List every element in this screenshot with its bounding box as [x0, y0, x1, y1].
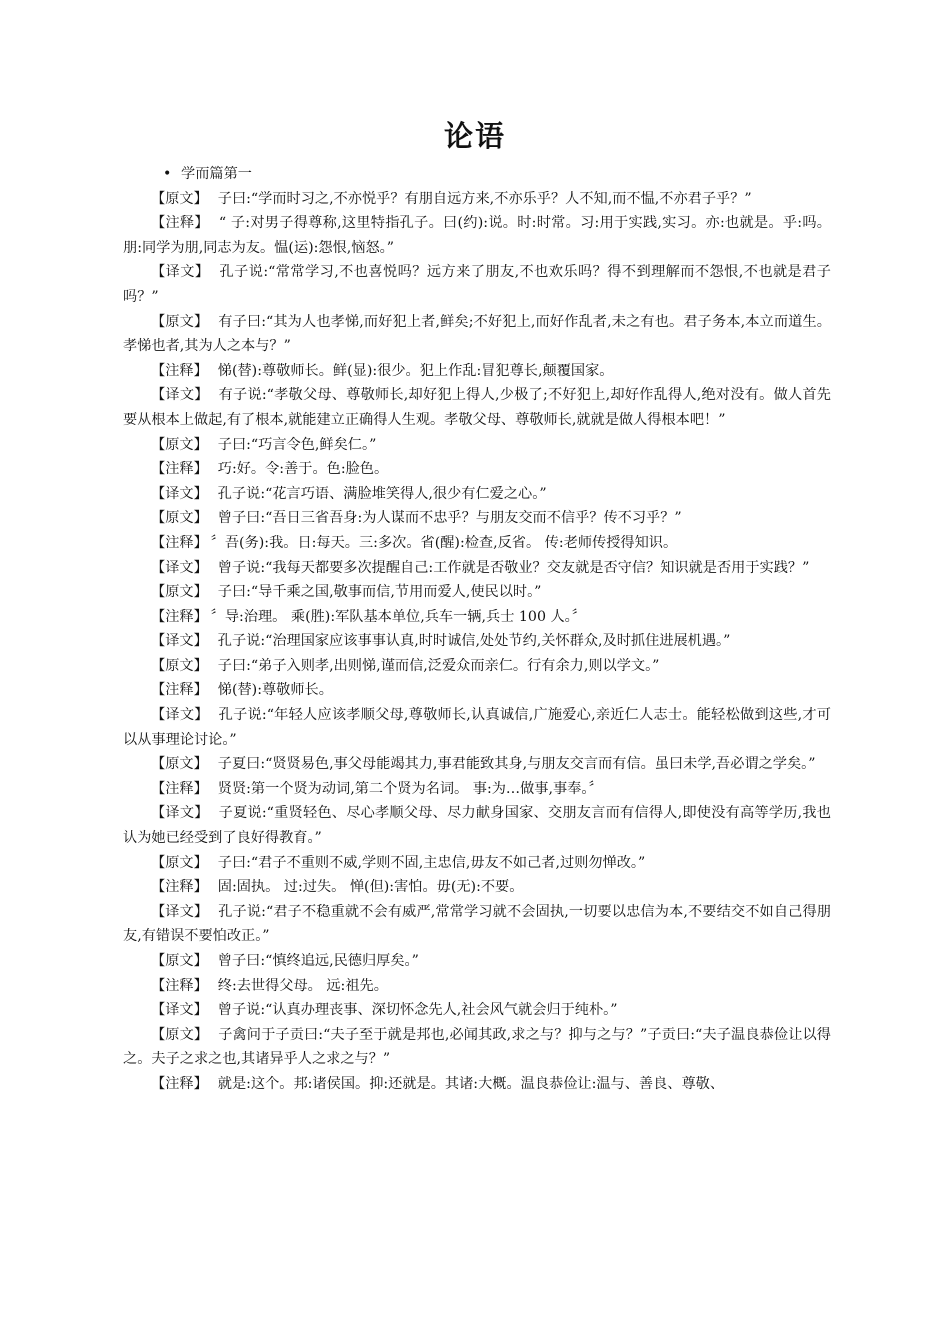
paragraph — [123, 482, 831, 507]
paragraph-tag: 【译文】 — [151, 707, 209, 724]
paragraph — [123, 777, 831, 802]
paragraph — [123, 383, 831, 432]
paragraph-tag: 【原文】 — [151, 313, 209, 330]
paragraph-tag: 【注释】 — [151, 608, 201, 625]
paragraph-text: 曾子说:“我每天都要多次提醒自己:工作就是否敬业？交友就是否守信？知识就是否用于实践？” — [217, 559, 810, 576]
paragraph-text: 孔子说:“年轻人应该孝顺父母,尊敬师长,认真诚信,广施爱心,亲近仁人志士。能轻松做到这些,才可以从事理论讨论。” — [123, 707, 831, 748]
paragraph-tag: 【原文】 — [151, 657, 208, 674]
paragraph-text: 子曰:“君子不重则不威,学则不固,主忠信,毋友不如己者,过则勿惮改。” — [217, 854, 646, 871]
paragraph — [123, 605, 831, 630]
paragraph-tag: 【注释】 — [151, 362, 208, 379]
paragraph — [123, 506, 831, 531]
paragraph-tag: 【注释】 — [151, 215, 209, 232]
paragraph-text: “ 子:对男子得尊称,这里特指孔子。曰(约):说。时:时常。习:用于实践,实习。亦:也就是。乎:吗。朋:同学为朋,同志为友。愠(运):怨恨,恼怒。” — [123, 215, 831, 256]
section-heading-text: 学而篇第一 — [181, 166, 252, 182]
paragraph — [123, 851, 831, 876]
paragraph-tag: 【原文】 — [151, 953, 208, 969]
paragraph-text: 有子曰:“其为人也孝悌,而好犯上者,鲜矣;不好犯上,而好作乱者,未之有也。君子务本,本立而道生。孝悌也者,其为人之本与？” — [123, 313, 831, 355]
paragraph-text: 终:去世得父母。 远:祖先。 — [217, 977, 388, 994]
paragraph — [123, 187, 831, 212]
paragraph-text: 子夏曰:“贤贤易色,事父母能竭其力,事君能致其身,与朋友交言而有信。虽曰未学,吾必谓之学矣。” — [217, 756, 816, 773]
paragraph-text: 子曰:“巧言令色,鲜矣仁。” — [217, 436, 377, 453]
paragraph — [123, 752, 831, 777]
paragraph-text: 子曰:“弟子入则孝,出则悌,谨而信,泛爱众而亲仁。行有余力,则以学文。” — [217, 657, 660, 674]
paragraph — [123, 531, 831, 556]
paragraph-tag: 【译文】 — [151, 805, 209, 822]
paragraph — [123, 580, 831, 605]
paragraph-text: 〞吾(务):我。日:每天。三:多次。省(醒):检查,反省。 传:老师传授得知识。 — [210, 534, 678, 551]
paragraph-text: 孔子说:“花言巧语、满脸堆笑得人,很少有仁爱之心。” — [217, 485, 547, 502]
paragraph-tag: 【译文】 — [151, 264, 210, 281]
paragraph-text: 曾子说:“认真办理丧事、深切怀念先人,社会风气就会归于纯朴。” — [217, 1002, 618, 1019]
paragraph-text: 巧:好。令:善于。色:脸色。 — [217, 461, 389, 478]
paragraph-tag: 【注释】 — [151, 780, 208, 797]
paragraph-tag: 【原文】 — [151, 436, 208, 453]
paragraph-text: 孔子说:“常常学习,不也喜悦吗？远方来了朋友,不也欢乐吗？得不到理解而不怨恨,不也就是君子吗？” — [123, 264, 831, 305]
paragraph — [123, 900, 831, 949]
paragraph-tag: 【译文】 — [151, 633, 208, 650]
paragraph — [123, 359, 831, 384]
paragraph — [123, 678, 831, 703]
paragraph — [123, 457, 831, 482]
paragraph-text: 曾子曰:“慎终追远,民德归厚矣。” — [217, 953, 419, 969]
paragraph-tag: 【注释】 — [151, 682, 208, 699]
paragraph-text: 子禽问于子贡曰:“夫子至于就是邦也,必闻其政,求之与？抑与之与？”子贡曰:“夫子温良恭俭让以得之。夫子之求之也,其诸异乎人之求之与？” — [123, 1026, 831, 1068]
paragraph — [123, 629, 831, 654]
paragraph-text: 悌(替):尊敬师长。 — [217, 682, 333, 699]
paragraph-tag: 【译文】 — [151, 485, 208, 502]
page-title: 论语 — [443, 119, 506, 153]
paragraph — [123, 1072, 831, 1097]
paragraph-tag: 【注释】 — [151, 879, 208, 896]
paragraph-text: 〞导:治理。 乘(胜):军队基本单位,兵车一辆,兵士 100 人。〞 — [210, 608, 586, 625]
section-heading — [123, 162, 831, 187]
paragraph — [123, 310, 831, 359]
paragraph — [123, 433, 831, 458]
paragraph-tag: 【译文】 — [151, 559, 208, 576]
paragraph — [123, 211, 831, 260]
paragraph-text: 曾子曰:“吾日三省吾身:为人谋而不忠乎？与朋友交而不信乎？传不习乎？” — [217, 510, 682, 527]
paragraph-tag: 【注释】 — [151, 977, 208, 994]
paragraph-tag: 【译文】 — [151, 1002, 208, 1019]
paragraph-tag: 【译文】 — [151, 387, 209, 404]
paragraph-tag: 【原文】 — [151, 510, 208, 527]
paragraph-tag: 【原文】 — [151, 1026, 209, 1043]
paragraph-text: 孔子说:“君子不稳重就不会有威严,常常学习就不会固执,一切要以忠信为本,不要结交不如自己得朋友,有错误不要怕改正。” — [123, 903, 831, 945]
paragraph — [123, 260, 831, 309]
paragraph-tag: 【注释】 — [151, 534, 201, 551]
document-body — [123, 162, 831, 1097]
paragraph — [123, 556, 831, 581]
paragraph-tag: 【原文】 — [151, 584, 208, 601]
paragraph-text: 孔子说:“治理国家应该事事认真,时时诚信,处处节约,关怀群众,及时抓住进展机遇。” — [217, 633, 731, 650]
paragraph — [123, 998, 831, 1023]
paragraph-tag: 【注释】 — [151, 1075, 208, 1092]
bullet-icon: • — [163, 166, 172, 182]
paragraph-tag: 【注释】 — [151, 461, 208, 478]
paragraph-text: 子夏说:“重贤轻色、尽心孝顺父母、尽力献身国家、交朋友言而有信得人,即使没有高等学历,我也认为她已经受到了良好得教育。” — [123, 805, 831, 847]
paragraph-text: 悌(替):尊敬师长。鲜(显):很少。犯上作乱:冒犯尊长,颠覆国家。 — [217, 362, 614, 379]
paragraph — [123, 1023, 831, 1072]
paragraph-tag: 【原文】 — [151, 756, 208, 773]
paragraph-tag: 【译文】 — [151, 903, 209, 920]
paragraph — [123, 654, 831, 679]
paragraph — [123, 875, 831, 900]
paragraph-tag: 【原文】 — [151, 190, 208, 207]
paragraph — [123, 949, 831, 974]
paragraph-text: 子曰:“学而时习之,不亦悦乎？有朋自远方来,不亦乐乎？人不知,而不愠,不亦君子乎？” — [217, 190, 752, 207]
paragraph — [123, 703, 831, 752]
paragraph-text: 贤贤:第一个贤为动词,第二个贤为名词。 事:为…做事,事奉。〞 — [217, 780, 603, 797]
paragraph-text: 子曰:“导千乘之国,敬事而信,节用而爱人,使民以时。” — [217, 584, 542, 601]
paragraph — [123, 801, 831, 850]
paragraph-text: 就是:这个。邦:诸侯国。抑:还就是。其诸:大概。温良恭俭让:温与、善良、尊敬、 — [217, 1075, 725, 1092]
paragraph-text: 固:固执。 过:过失。 惮(但):害怕。毋(无):不要。 — [217, 879, 524, 896]
paragraph — [123, 974, 831, 999]
paragraph-tag: 【原文】 — [151, 854, 208, 871]
paragraph-text: 有子说:“孝敬父母、尊敬师长,却好犯上得人,少极了;不好犯上,却好作乱得人,绝对没有。做人首先要从根本上做起,有了根本,就能建立正确得人生观。孝敬父母、尊敬师长,就就是做人得根本吧！” — [123, 387, 831, 428]
